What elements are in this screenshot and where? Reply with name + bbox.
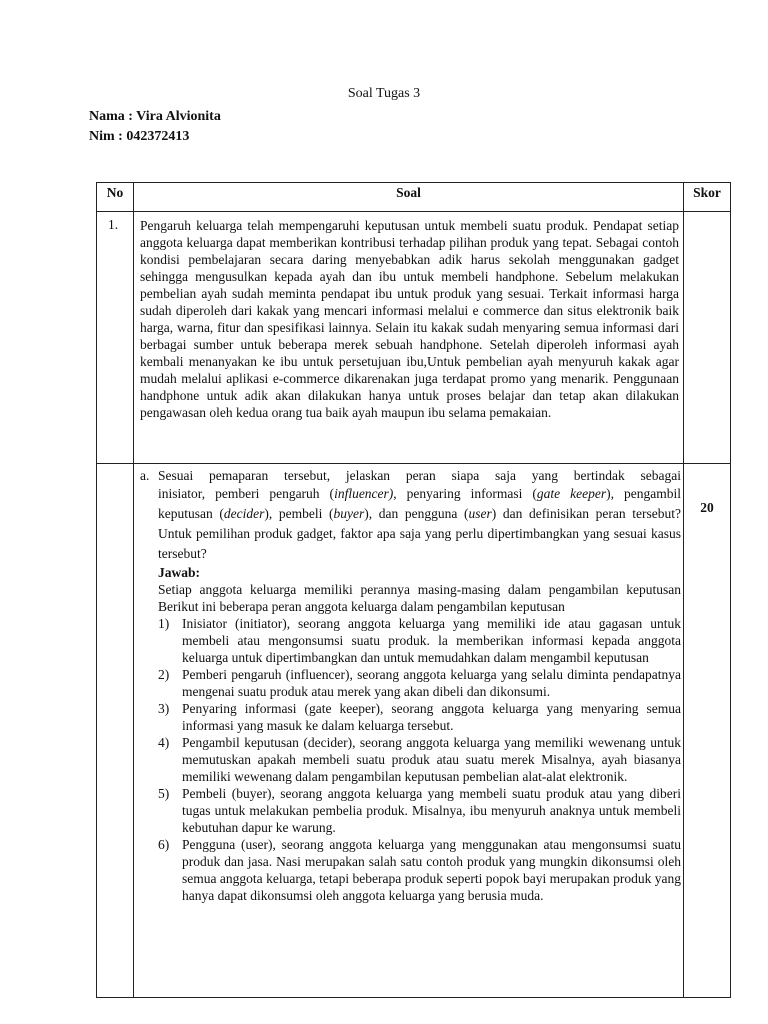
table-header-row (97, 183, 731, 212)
answer-block (140, 564, 681, 904)
header-soal: Soal (134, 183, 684, 212)
list-number: 5) (158, 786, 170, 801)
term-buyer: buyer (333, 506, 365, 521)
term-decider: decider (223, 506, 265, 521)
list-item (158, 615, 681, 666)
question-table (96, 182, 731, 998)
case-description: Pengaruh keluarga telah mempengaruhi keputusan untuk membeli suatu produk. Pendapat setiap anggota keluarga dapat memberikan kontribusi terhadap pilihan produk yang tepat. Sebagai contoh kondisi pembelajaran secara daring menyebabkan adik harus sekolah menggunakan gadget sehingga mengusulkan kepada ayah dan ibu untuk membeli handphone. Sebelum melakukan pembelian ayah sudah meminta pendapat ibu untuk produk yang sesuai. Terkait informasi harga sudah diperoleh dari kakak yang mencari informasi melalui e commerce dan situs elektronik baik harga, warna, fitur dan spesifikasi lainnya. Selain itu kakak sudah menyaring semua informasi dari berbagai sumber untuk beberapa merek sebuah handphone. Setelah diperoleh informasi ayah kembali menanyakan ke ibu untuk persetujuan ibu,Untuk pembelian ayah menyuruh kakak agar mudah melalui aplikasi e-commerce dikarenakan juga terdapat promo yang menarik. Penggunaan handphone untuk adik akan dilakukan hanya untuk proses belajar dan tetap akan dilakukan pengawasan oleh kedua orang tua baik ayah maupun ibu selama pemakaian. (134, 212, 684, 464)
list-item (158, 666, 681, 700)
list-text: Pemberi pengaruh (influencer), seorang anggota keluarga yang selalu diminta pendapatnya mengenai suatu produk atau merek yang akan dibeli dan dikonsumi. (182, 667, 681, 699)
list-text: Penyaring informasi (gate keeper), seorang anggota keluarga yang menyaring semua informasi yang masuk ke dalam keluarga tersebut. (182, 701, 681, 733)
question-line (140, 467, 681, 484)
list-item (158, 836, 681, 904)
answer-label: Jawab: (158, 565, 201, 580)
question-letter: a. (140, 468, 150, 483)
term-influencer: influencer) (334, 486, 394, 501)
roles-list (158, 615, 681, 904)
table-row-question (97, 464, 731, 998)
list-number: 3) (158, 701, 170, 716)
document-title: Soal Tugas 3 (347, 86, 421, 101)
student-name: Nama : Vira Alvionita (89, 109, 221, 124)
student-nim: Nim : 042372413 (89, 129, 190, 144)
list-text: Pembeli (buyer), seorang anggota keluarga yang membeli suatu produk atau yang diberi tugas untuk melakukan pembelia produk. Misalnya, ibu menyuruh anaknya untuk membeli kebutuhan dapur ke warung. (182, 786, 681, 835)
list-text: Pengambil keputusan (decider), seorang anggota keluarga yang memiliki wewenang untuk memutuskan apakah membeli suatu produk atau suatu merek Misalnya, ayah biasanya memiliki wewenang dalam pengambilan keputusan pembelian alat-alat elektronik. (182, 735, 681, 784)
list-text: Pengguna (user), seorang anggota keluarga yang menggunakan atau mengonsumsi suatu produk dan jasa. Nasi merupakan salah satu contoh produk yang mungkin dikonsumsi oleh semua anggota keluarga, tetapi beberapa produk seperti popok bayi merupakan produk yang hanya dapat dikonsumsi oleh anggota keluarga yang berusia muda. (182, 837, 681, 903)
question-part: inisiator, pemberi pengaruh ( (158, 486, 335, 501)
question-part: ) dan definisikan peran tersebut? Untuk pemilihan produk gadget, faktor apa saja yang perlu dipertimbangkan yang sesuai kasus tersebut? (158, 506, 682, 561)
list-text: Inisiator (initiator), seorang anggota keluarga yang memiliki ide atau gagasan untuk membeli atau mengonsumsi suatu produk. la memberikan informasi kepada anggota keluarga untuk dipertimbangkan dan untuk memudahkan dalam mengambil keputusan (182, 616, 681, 665)
list-number: 1) (158, 616, 170, 631)
list-item (158, 700, 681, 734)
list-number: 6) (158, 837, 170, 852)
table-row-case (97, 212, 731, 464)
list-item (158, 785, 681, 836)
answer-intro: Setiap anggota keluarga memiliki perannya masing-masing dalam pengambilan keputusan Berikut ini beberapa peran anggota keluarga dalam pengambilan keputusan (158, 582, 681, 614)
identity-block (89, 107, 221, 147)
question-part: ), dan pengguna ( (364, 506, 469, 521)
question-first-line: Sesuai pemaparan tersebut, jelaskan peran siapa saja yang bertindak sebagai (158, 468, 681, 483)
term-user: user (468, 506, 492, 521)
list-number: 4) (158, 735, 170, 750)
term-gate-keeper: gate keeper (536, 486, 607, 501)
question-part: ), pengambil keputusan ( (158, 486, 682, 521)
score-value: 20 (684, 464, 731, 998)
question-part: , penyaring informasi ( (393, 486, 537, 501)
row-number: 1. (97, 212, 134, 464)
question-part: ), pembeli ( (264, 506, 334, 521)
question-answer-cell (134, 464, 684, 998)
empty-no-cell (97, 464, 134, 998)
list-item (158, 734, 681, 785)
header-skor: Skor (684, 183, 731, 212)
list-number: 2) (158, 667, 170, 682)
header-no: No (97, 183, 134, 212)
question-text (140, 484, 681, 564)
empty-skor-cell (684, 212, 731, 464)
